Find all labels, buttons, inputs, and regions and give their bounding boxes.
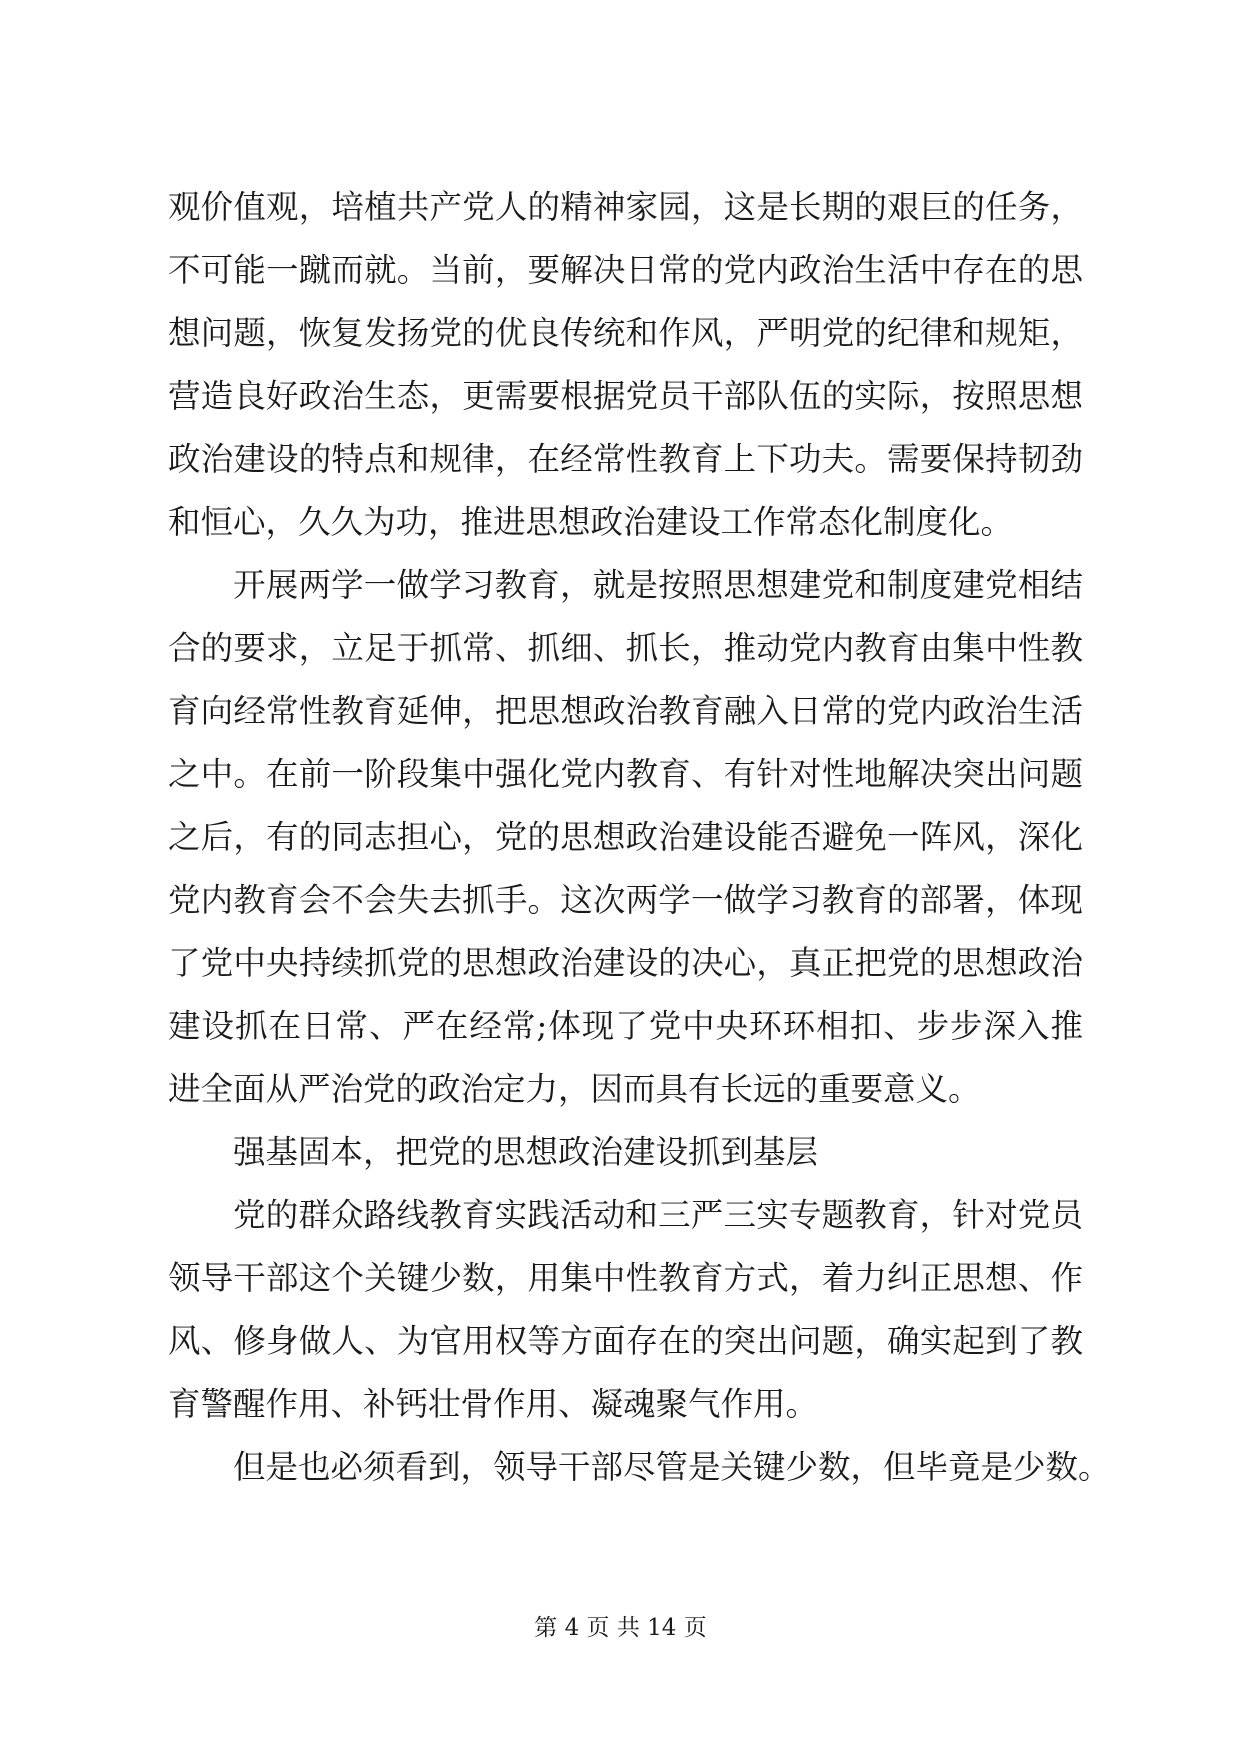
text-line: 但是也必须看到，领导干部尽管是关键少数，但毕竟是少数。 (233, 1448, 1111, 1486)
page-footer: 第 4 页 共 14 页 (534, 1615, 707, 1641)
text-line: 政治建设的特点和规律，在经常性教育上下功夫。需要保持韧劲 (168, 440, 1083, 478)
text-line: 党内教育会不会失去抓手。这次两学一做学习教育的部署，体现 (168, 881, 1083, 919)
text-line: 领导干部这个关键少数，用集中性教育方式，着力纠正思想、作 (168, 1259, 1083, 1297)
text-line: 党的群众路线教育实践活动和三严三实专题教育，针对党员 (233, 1196, 1083, 1234)
text-line: 风、修身做人、为官用权等方面存在的突出问题，确实起到了教 (168, 1322, 1083, 1360)
text-line: 观价值观，培植共产党人的精神家园，这是长期的艰巨的任务， (168, 188, 1083, 226)
text-line: 不可能一蹴而就。当前，要解决日常的党内政治生活中存在的思 (168, 251, 1083, 289)
text-line: 开展两学一做学习教育，就是按照思想建党和制度建党相结 (233, 566, 1083, 604)
text-line: 合的要求，立足于抓常、抓细、抓长，推动党内教育由集中性教 (168, 629, 1083, 667)
text-line: 之后，有的同志担心，党的思想政治建设能否避免一阵风，深化 (168, 818, 1083, 856)
text-line: 建设抓在日常、严在经常;体现了党中央环环相扣、步步深入推 (168, 1007, 1083, 1045)
text-line: 之中。在前一阶段集中强化党内教育、有针对性地解决突出问题 (168, 755, 1083, 793)
text-line: 进全面从严治党的政治定力，因而具有长远的重要意义。 (168, 1070, 981, 1108)
text-line: 想问题，恢复发扬党的优良传统和作风，严明党的纪律和规矩， (168, 314, 1083, 352)
text-line: 营造良好政治生态，更需要根据党员干部队伍的实际，按照思想 (168, 377, 1083, 415)
text-line: 了党中央持续抓党的思想政治建设的决心，真正把党的思想政治 (168, 944, 1083, 982)
text-line: 育警醒作用、补钙壮骨作用、凝魂聚气作用。 (168, 1385, 819, 1423)
text-line: 和恒心，久久为功，推进思想政治建设工作常态化制度化。 (168, 503, 1014, 541)
section-heading: 强基固本，把党的思想政治建设抓到基层 (233, 1133, 819, 1171)
text-line: 育向经常性教育延伸，把思想政治教育融入日常的党内政治生活 (168, 692, 1083, 730)
